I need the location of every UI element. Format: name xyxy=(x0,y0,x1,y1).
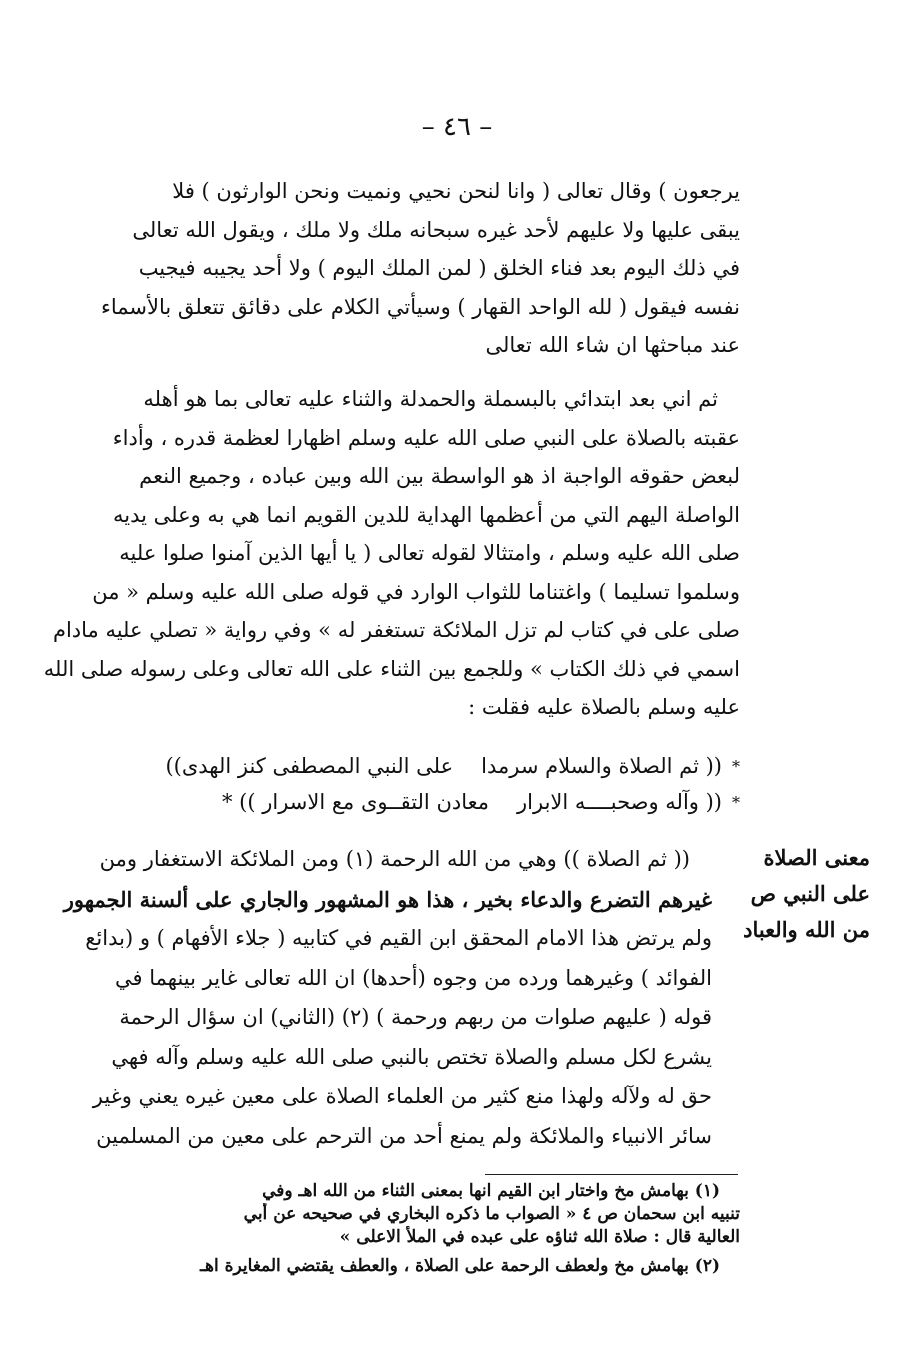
text-line: لبعض حقوقه الواجبة اذ هو الواسطة بين الله وبين عباده ، وجميع النعم xyxy=(139,464,740,488)
text-line: قوله ( عليهم صلوات من ربهم ورحمة ) (٢) (الثاني) ان سؤال الرحمة xyxy=(119,1005,712,1029)
text-line: يرجعون ) وقال تعالى ( وانا لنحن نحيي ونميت ونحن الوارثون ) فلا xyxy=(172,179,740,203)
margin-heading-line: على النبي ص xyxy=(750,881,870,906)
text-line: يشرع لكل مسلم والصلاة تختص بالنبي صلى الله عليه وسلم وآله فهي xyxy=(111,1044,712,1069)
star-icon: * xyxy=(732,756,740,776)
footnote-line: العالية قال : صلاة الله ثناؤه على عبده في الملأ الاعلى » xyxy=(339,1227,740,1247)
text-line: صلى على في كتاب لم تزل الملائكة تستغفر له » وفي رواية « تصلي عليه مادام xyxy=(52,618,740,642)
text-line: حق له ولآله ولهذا منع كثير من العلماء الصلاة على معين غيره يعني وغير xyxy=(92,1084,712,1108)
footnotes xyxy=(40,1180,740,1278)
text-line: اسمي في ذلك الكتاب » وللجمع بين الثناء على الله تعالى وعلى رسوله صلى الله xyxy=(43,656,740,681)
poem-verse xyxy=(40,784,740,820)
text-line: عقبته بالصلاة على النبي صلى الله عليه وسلم اظهارا لعظمة قدره ، وأداء xyxy=(112,425,740,450)
text-line: نفسه فيقول ( لله الواحد القهار ) وسيأتي الكلام على دقائق تتعلق بالأسماء xyxy=(101,294,740,319)
paragraph-2 xyxy=(40,380,740,727)
text-line: صلى الله عليه وسلم ، وامتثالا لقوله تعالى ( يا أيها الذين آمنوا صلوا عليه xyxy=(119,541,740,565)
page-number: – ٤٦ – xyxy=(421,112,493,142)
text-line: وسلموا تسليما ) واغتناما للثواب الوارد في قوله صلى الله عليه وسلم « من xyxy=(92,579,740,604)
text-line: يبقى عليها ولا عليهم لأحد غيره سبحانه ملك ولا ملك ، ويقول الله تعالى xyxy=(132,217,740,242)
text-line: سائر الانبياء والملائكة ولم يمنع أحد من الترحم على معين من المسلمين xyxy=(96,1123,712,1148)
verse-second-half: معادن التقــوى مع الاسرار )) * xyxy=(222,790,489,814)
star-icon: * xyxy=(732,792,740,812)
paragraph-3 xyxy=(40,840,712,1156)
text-line: غيرهم التضرع والدعاء بخير ، هذا هو المشهور والجاري على ألسنة الجمهور xyxy=(63,886,712,912)
text-line: (( ثم الصلاة )) وهي من الله الرحمة (١) ومن الملائكة الاستغفار ومن xyxy=(99,847,690,871)
footnote-line: تنبيه ابن سحمان ص ٤ « الصواب ما ذكره البخاري في صحيحه عن أبي xyxy=(243,1204,740,1224)
text-line: عند مباحثها ان شاء الله تعالى xyxy=(485,333,740,357)
footnote-line: (١) بهامش مخ واختار ابن القيم انها بمعنى الثناء من الله اهـ وفي xyxy=(262,1181,720,1201)
footnote-line: (٢) بهامش مخ ولعطف الرحمة على الصلاة ، والعطف يقتضي المغايرة اهـ xyxy=(200,1256,720,1276)
text-line: في ذلك اليوم بعد فناء الخلق ( لمن الملك اليوم ) ولا أحد يجيبه فيجيب xyxy=(138,256,740,280)
text-line: الواصلة اليهم التي من أعظمها الهداية للدين القويم انما هي به وعلى يديه xyxy=(112,502,740,527)
paragraph-1 xyxy=(40,172,740,365)
poem-verse xyxy=(40,748,740,784)
verse-first-half: (( ثم الصلاة والسلام سرمدا xyxy=(481,754,722,778)
footnote-divider xyxy=(485,1174,738,1175)
text-line: ولم يرتض هذا الامام المحقق ابن القيم في كتابيه ( جلاء الأفهام ) و (بدائع xyxy=(85,926,712,950)
verse-second-half: على النبي المصطفى كنز الهدى)) xyxy=(165,754,454,778)
text-line: ثم اني بعد ابتدائي بالبسملة والحمدلة والثناء عليه تعالى بما هو أهله xyxy=(143,387,718,411)
verse-first-half: (( وآله وصحبــــه الابرار xyxy=(517,790,722,814)
text-line: الفوائد ) وغيرهما ورده من وجوه (أحدها) ان الله تعالى غاير بينهما في xyxy=(115,965,712,990)
margin-heading xyxy=(720,840,870,948)
margin-heading-line: من الله والعباد xyxy=(743,917,870,942)
margin-heading-line: معنى الصلاة xyxy=(763,845,870,870)
poem xyxy=(40,748,740,820)
text-line: عليه وسلم بالصلاة عليه فقلت : xyxy=(468,695,740,719)
